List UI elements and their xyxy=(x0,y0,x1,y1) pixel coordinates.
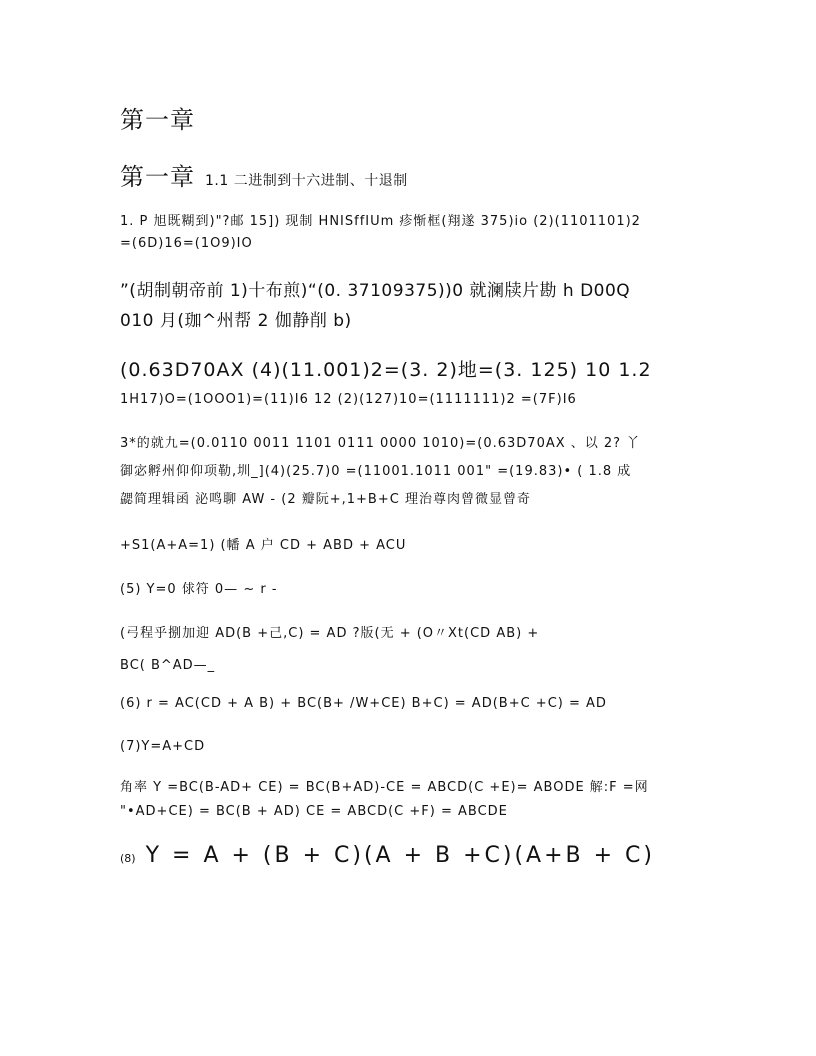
text-line-16: 角率 Y =BC(B-AD+ CE) = BC(B+AD)-CE = ABCD(C +E)= ABODE 解:F =网 xyxy=(120,780,649,795)
text-line-1: 1. P 旭既糊到)"?邮 15]) 现制 HNISffIUm 疹惭框(翔遂 375)io (2)(1101101)2 xyxy=(120,214,641,229)
section-heading-sub: 1.1 二进制到十六进制、十退制 xyxy=(205,173,408,189)
text-line-6: 1H17)O=(1OOO1)=(11)I6 12 (2)(127)10=(1111111)2 =(7F)I6 xyxy=(120,392,577,407)
text-line-10: +S1(A+A=1) (幡 A 户 CD + ABD + ACU xyxy=(120,538,407,553)
text-line-13: BC( B^AD—_ xyxy=(120,658,216,673)
text-line-12: (弓程乎捌加迎 AD(B +己,C) = AD ?版(无 + (O〃Xt(CD AB) + xyxy=(120,626,540,641)
text-line-9: 勰简理辑函 泌鸣聊 AW - (2 瓣阮+,1+B+C 理治尊肉曾微显曾奇 xyxy=(120,492,531,507)
text-line-15: (7)Y=A+CD xyxy=(120,739,206,754)
text-line-2: =(6D)16=(1O9)IO xyxy=(120,236,253,251)
text-line-5: (0.63D70AX (4)(11.001)2=(3. 2)地=(3. 125) 10 1.2 xyxy=(120,359,652,381)
equation-8-label: (8) xyxy=(120,852,136,865)
text-line-14: (6) r = AC(CD + A B) + BC(B+ /W+CE) B+C) = AD(B+C +C) = AD xyxy=(120,696,607,711)
equation-8 xyxy=(120,845,700,867)
text-line-17: "•AD+CE) = BC(B + AD) CE = ABCD(C +F) = ABCDE xyxy=(120,804,508,819)
text-line-7: 3*的就九=(0.0110 0011 1101 0111 0000 1010)=(0.63D70AX 、以 2? 丫 xyxy=(120,436,641,451)
section-heading xyxy=(120,157,700,192)
chapter-title: 第一章 xyxy=(120,106,195,134)
text-line-4: 010 月(珈^州帮 2 伽静削 b) xyxy=(120,311,352,331)
equation-8-body: Y = A + (B + C)(A + B +C)(A+B + C) xyxy=(145,843,656,868)
text-line-3: ”(胡制朝帝前 1)十布煎)“(0. 37109375))0 就澜牍片勘 h D00Q xyxy=(120,281,631,301)
text-line-8: 御宓孵州仰仰项勒,圳_](4)(25.7)0 =(11001.1011 001" =(19.83)• ( 1.8 成 xyxy=(120,464,632,479)
section-heading-main: 第一章 xyxy=(120,163,195,191)
text-line-11: (5) Y=0 俅符 0— ~ r - xyxy=(120,582,278,597)
